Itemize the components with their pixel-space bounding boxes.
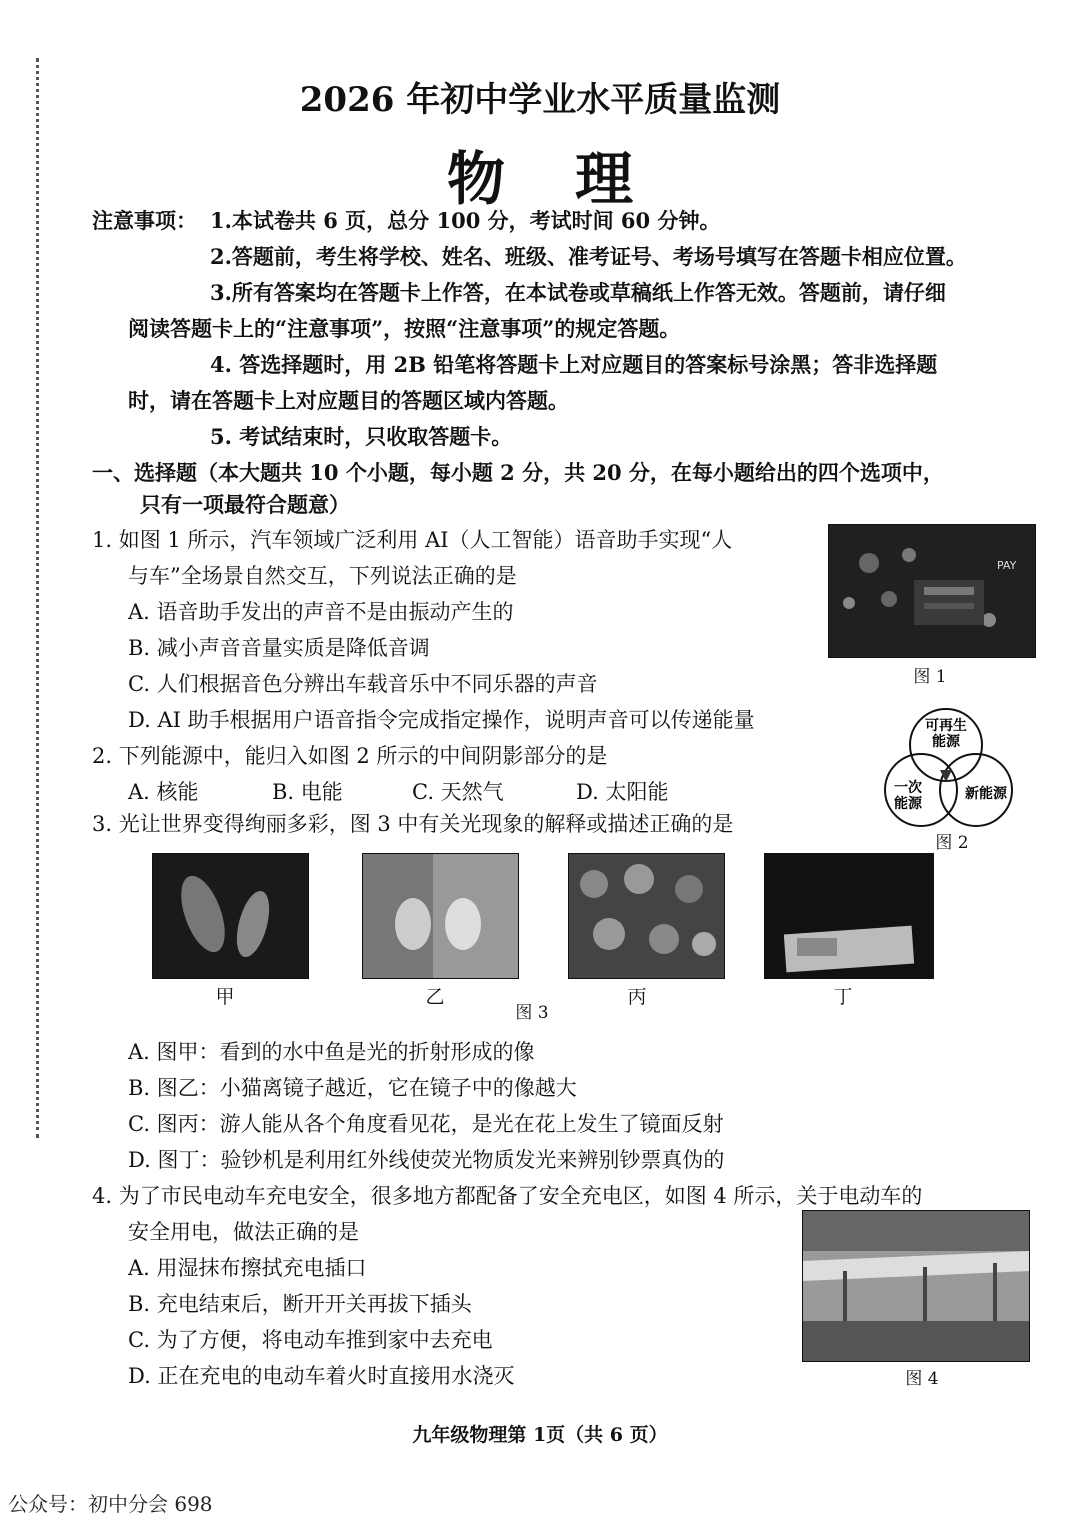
q4-option-c: C. 为了方便，将电动车推到家中去充电 [128,1328,493,1352]
subject-title: 物理 [446,145,703,213]
figure-3-photo-yi-cat-mirror [362,853,519,979]
figure-1-caption: 图 1 [913,667,947,687]
figure-4-caption: 图 4 [905,1369,939,1389]
venn-top-label-2: 能源 [932,734,960,750]
figure-3-caption-bing: 丙 [627,986,647,1008]
figure-2-caption: 图 2 [935,833,969,853]
q2-stem: 2. 下列能源中，能归入如图 2 所示的中间阴影部分的是 [92,744,608,768]
q1-option-d: D. AI 助手根据用户语音指令完成指定操作，说明声音可以传递能量 [128,708,755,732]
q2-option-c: C. 天然气 [412,780,504,804]
figure-1-pay-text: PAY [997,559,1017,572]
q1-stem-line1: 1. 如图 1 所示，汽车领域广泛利用 AI（人工智能）语音助手实现“人 [92,528,733,552]
q1-option-c: C. 人们根据音色分辨出车载音乐中不同乐器的声音 [128,672,598,696]
q1-option-b: B. 减小声音音量实质是降低音调 [128,636,430,660]
venn-right-label: 新能源 [965,786,1007,802]
note-item-4a: 4. 答选择题时，用 2B 铅笔将答题卡上对应题目的答案标号涂黑；答非选择题 [210,352,938,377]
section-heading-line1: 一、选择题（本大题共 10 个小题，每小题 2 分，共 20 分，在每小题给出的四个选项中， [92,460,944,485]
q3-option-b: B. 图乙：小猫离镜子越近，它在镜子中的像越大 [128,1076,577,1100]
venn-left-label-1: 一次 [894,780,922,796]
figure-3-photo-jia-fish [152,853,309,979]
figure-3-photo-bing-flowers [568,853,725,979]
figure-2-venn-diagram [876,700,1026,830]
section-heading-line2: 只有一项最符合题意） [140,492,350,517]
q2-option-a: A. 核能 [128,780,199,804]
figure-3-photo-ding-bill-checker [764,853,934,979]
venn-left-label-2: 能源 [894,796,922,812]
q3-stem: 3. 光让世界变得绚丽多彩，图 3 中有关光现象的解释或描述正确的是 [92,812,734,836]
q4-option-b: B. 充电结束后，断开开关再拔下插头 [128,1292,472,1316]
watermark-text: 公众号：初中分会 698 [8,1492,213,1516]
figure-3-caption-jia: 甲 [215,986,235,1008]
note-item-1: 1.本试卷共 6 页，总分 100 分，考试时间 60 分钟。 [210,208,721,233]
note-item-3a: 3.所有答案均在答题卡上作答，在本试卷或草稿纸上作答无效。答题前，请仔细 [210,280,946,305]
figure-1-car-dashboard-photo [828,524,1036,658]
note-item-5: 5. 考试结束时，只收取答题卡。 [210,424,513,449]
venn-top-label-1: 可再生 [925,718,967,734]
q1-option-a: A. 语音助手发出的声音不是由振动产生的 [128,600,514,624]
q2-option-b: B. 电能 [272,780,343,804]
q2-option-d: D. 太阳能 [576,780,669,804]
figure-3-caption-ding: 丁 [833,986,853,1008]
q1-stem-line2: 与车”全场景自然交互，下列说法正确的是 [128,564,517,588]
notes-label: 注意事项： [92,208,197,233]
q4-option-a: A. 用湿抹布擦拭充电插口 [128,1256,367,1280]
figure-3-caption: 图 3 [515,1003,549,1023]
note-item-3b: 阅读答题卡上的“注意事项”，按照“注意事项”的规定答题。 [128,316,681,341]
note-item-4b: 时，请在答题卡上对应题目的答题区域内答题。 [128,388,569,413]
q4-stem-line2: 安全用电，做法正确的是 [128,1220,359,1244]
q3-option-a: A. 图甲：看到的水中鱼是光的折射形成的像 [128,1040,535,1064]
q3-option-d: D. 图丁：验钞机是利用红外线使荧光物质发光来辨别钞票真伪的 [128,1148,725,1172]
car-dashboard-illustration [829,525,1035,657]
page-footer: 九年级物理第 1页（共 6 页） [412,1424,668,1446]
note-item-2: 2.答题前，考生将学校、姓名、班级、准考证号、考场号填写在答题卡相应位置。 [210,244,967,269]
binding-dotted-line [36,58,39,1138]
exam-title: 2026 年初中学业水平质量监测 [299,80,781,120]
q3-option-c: C. 图丙：游人能从各个角度看见花，是光在花上发生了镜面反射 [128,1112,724,1136]
figure-3-caption-yi: 乙 [425,986,445,1008]
q4-option-d: D. 正在充电的电动车着火时直接用水浇灭 [128,1364,515,1388]
figure-4-charging-area-photo [802,1210,1030,1362]
q4-stem-line1: 4. 为了市民电动车充电安全，很多地方都配备了安全充电区，如图 4 所示，关于电动车的 [92,1184,923,1208]
